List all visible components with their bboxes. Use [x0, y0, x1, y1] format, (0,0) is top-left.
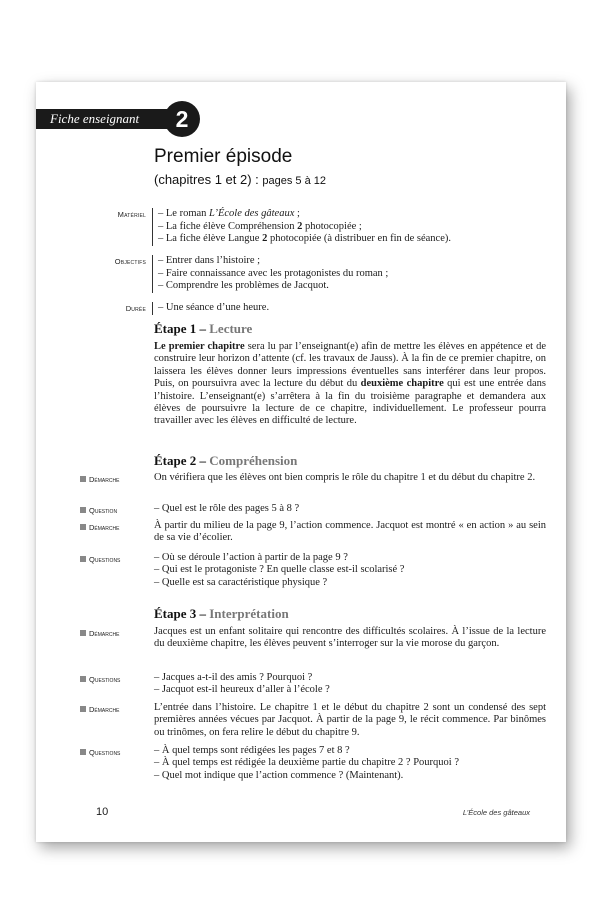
document-page [36, 82, 566, 842]
list-item: – Jacquot est-il heureux d’aller à l’école ? [154, 684, 330, 696]
etape-3-title: Étape 3 – Interprétation [154, 606, 289, 621]
square-bullet-icon [80, 556, 86, 562]
questions-list [154, 552, 546, 589]
demarche-text: Jacques est un enfant solitaire qui rencontre des difficultés scolaires. À l’issue de la lecture du deuxième chapitre, les élèves peuvent s’interroger sur la vie morose du garçon. [154, 626, 546, 650]
list-item: – À quel temps sont rédigées les pages 7 et 8 ? [154, 745, 350, 756]
objectifs-list [152, 255, 388, 293]
square-bullet-icon [80, 630, 86, 636]
square-bullet-icon [80, 476, 86, 482]
badge-label: Fiche enseignant [50, 111, 140, 126]
list-item: – Quelle est sa caractéristique physique ? [154, 576, 328, 588]
demarche-text: L’entrée dans l’histoire. Le chapitre 1 et le début du chapitre 2 sont un condensé des sept premières années vécues par Jacquot. À partir de la page 9, le récit commence. Par binômes ou trinômes, on fera relire le début du chapitre 9. [154, 702, 546, 738]
materiel-label: Matériel [117, 210, 146, 219]
list-item: – Où se déroule l’action à partir de la page 9 ? [154, 552, 348, 563]
duree-label: Durée [125, 304, 146, 313]
demarche-tag: Démarche [80, 705, 152, 714]
square-bullet-icon [80, 749, 86, 755]
square-bullet-icon [80, 676, 86, 682]
list-item: – Qui est le protagoniste ? En quelle classe est-il scolarisé ? [154, 564, 405, 576]
questions-list [154, 672, 546, 697]
demarche-text: À partir du milieu de la page 9, l’action commence. Jacquot est montré « en action » au sein de sa vie d’écolier. [154, 520, 546, 544]
questions-tag: Questions [80, 748, 152, 757]
question-text: – Quel est le rôle des pages 5 à 8 ? [154, 503, 300, 514]
list-item: – La fiche élève Langue 2 photocopiée (à distribuer en fin de séance). [158, 233, 452, 244]
demarche-tag: Démarche [80, 523, 152, 532]
list-item: – Comprendre les problèmes de Jacquot. [158, 280, 329, 291]
list-item: – Entrer dans l’histoire ; [158, 255, 261, 266]
square-bullet-icon [80, 706, 86, 712]
page-title: Premier épisode [154, 146, 293, 167]
etape-1-title: Étape 1 – Lecture [154, 321, 253, 336]
list-item: – Jacques a-t-il des amis ? Pourquoi ? [154, 672, 313, 683]
materiel-list [152, 208, 451, 246]
question-tag: Question [80, 506, 152, 515]
demarche-text: On vérifiera que les élèves ont bien compris le rôle du chapitre 1 et du début du chapitre 2. [154, 472, 536, 483]
duree-text: – Une séance d’une heure. [152, 302, 269, 315]
etape-2-title: Étape 2 – Compréhension [154, 453, 298, 468]
objectifs-label: Objectifs [114, 257, 146, 266]
running-footer-title: L’École des gâteaux [462, 808, 530, 817]
list-item: – Faire connaissance avec les protagonistes du roman ; [158, 267, 389, 279]
page-subtitle: (chapitres 1 et 2) : pages 5 à 12 [154, 172, 327, 187]
badge-number: 2 [164, 101, 200, 137]
square-bullet-icon [80, 524, 86, 530]
page-number: 10 [96, 806, 109, 818]
square-bullet-icon [80, 507, 86, 513]
demarche-tag: Démarche [80, 629, 152, 638]
questions-tag: Questions [80, 675, 152, 684]
list-item: – La fiche élève Compréhension 2 photocopiée ; [158, 220, 362, 232]
etape-1-paragraph: Le premier chapitre sera lu par l’enseignant(e) afin de mettre les élèves en appétence et de construire leur horizon d’attente (cf. les travaux de Jauss). À la fin de ce premier chapitre, on laissera les élèves donner leurs impressions éventuelles sans interférer dans leur propos. Puis, on poursuivra avec la lecture du début du deuxième chapitre qui est une entrée dans l’histoire. L’enseignant(e) s’arrêtera à la fin du troisième paragraphe et demandera aux élèves de poursuivre la lecture de ce chapitre, individuellement. Le professeur pourra travailler avec les élèves en difficulté de lecture. [154, 341, 547, 427]
questions-tag: Questions [80, 555, 152, 564]
questions-list [154, 745, 546, 782]
demarche-tag: Démarche [80, 475, 152, 484]
list-item: – Le roman L’École des gâteaux ; [158, 208, 300, 219]
list-item: – Quel mot indique que l’action commence ? (Maintenant). [154, 769, 404, 781]
list-item: – À quel temps est rédigée la deuxième partie du chapitre 2 ? Pourquoi ? [154, 757, 459, 769]
